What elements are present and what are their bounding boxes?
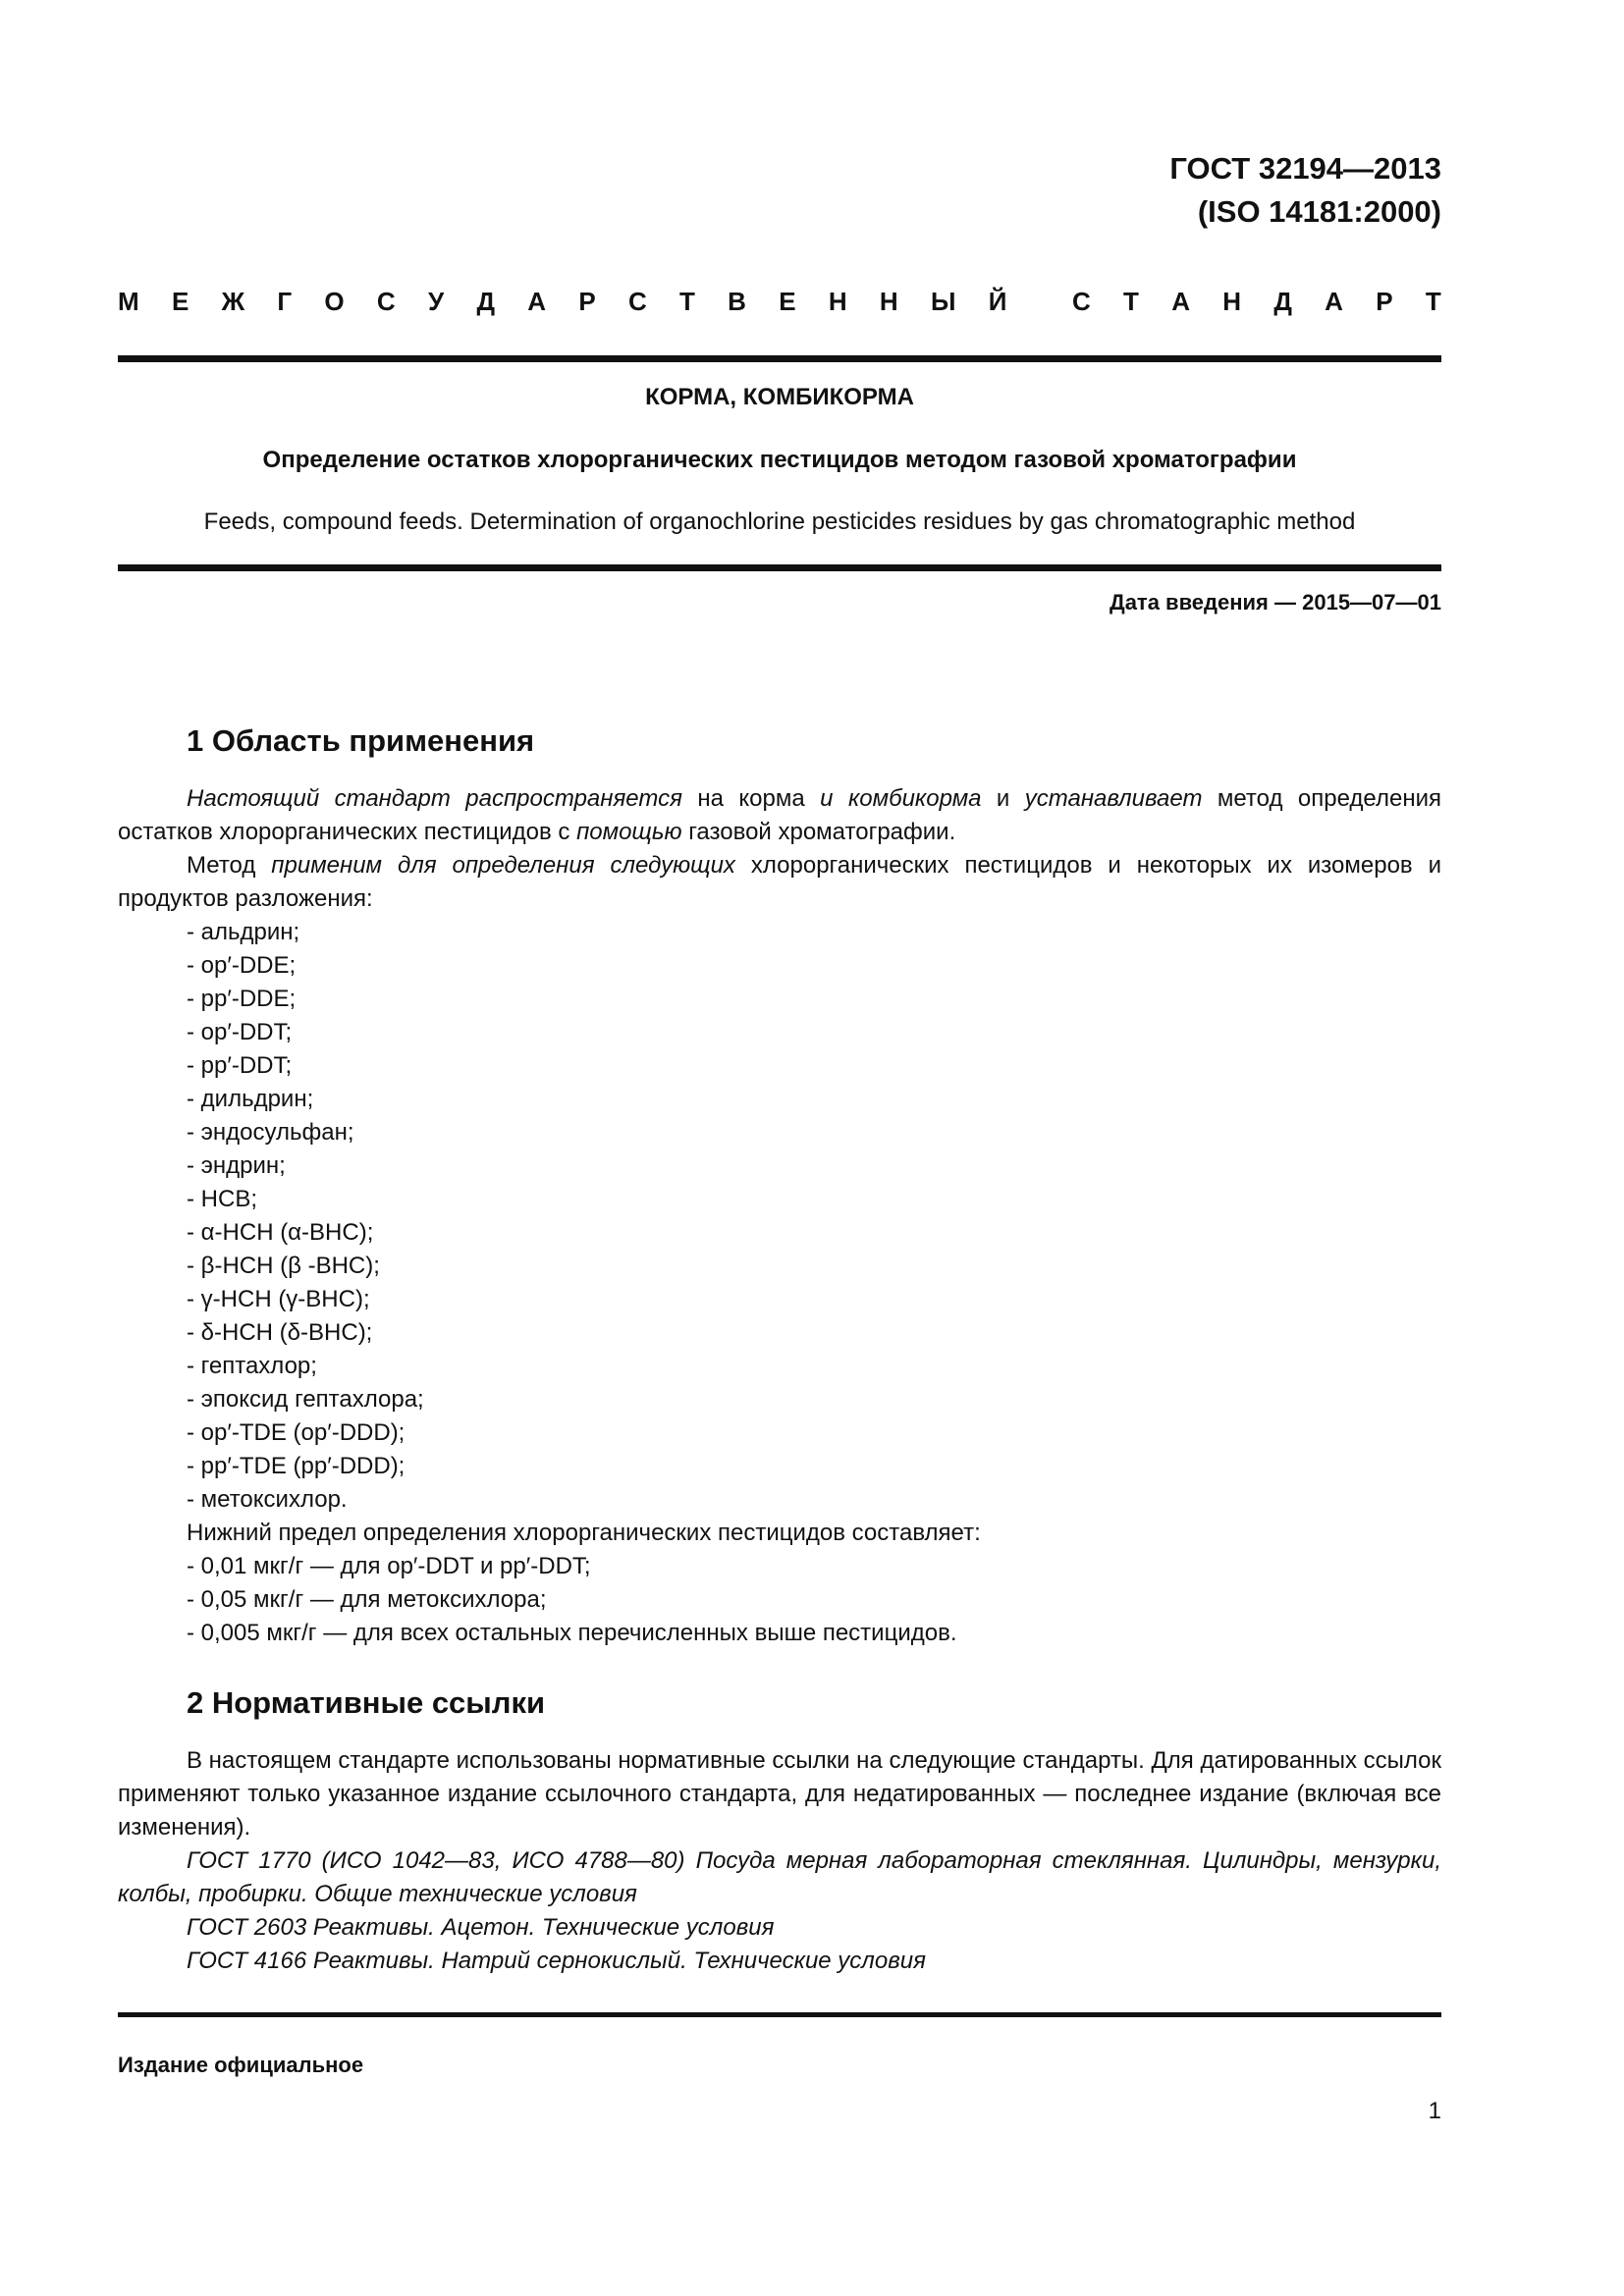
banner-letter: М	[118, 287, 139, 316]
pesticide-list-item: - α-HCH (α-BHC);	[187, 1219, 374, 1246]
pesticide-list-item: - pp′-DDE;	[187, 986, 297, 1012]
pesticide-list-item: - гептахлор;	[187, 1353, 317, 1379]
pesticide-list-item: - δ-HCH (δ-BHC);	[187, 1319, 373, 1346]
pesticide-list-item: - эндрин;	[187, 1152, 286, 1179]
pesticide-list-item: - альдрин;	[187, 919, 300, 945]
banner-letter: Т	[1425, 287, 1441, 316]
banner-letter: Р	[578, 287, 596, 316]
top-divider	[118, 355, 1441, 362]
scope-paragraph: Настоящий стандарт распространяется на корма и комбикорма и устанавливает метод определения остатков хлорорганических пестицидов с помощью газовой хроматографии.	[118, 785, 1441, 845]
banner-letter: В	[728, 287, 746, 316]
pesticide-list-item: - op′-TDE (op′-DDD);	[187, 1419, 406, 1446]
pesticide-list-item: - pp′-DDT;	[187, 1052, 293, 1079]
banner-letter: Д	[476, 287, 495, 316]
standard-subtitle: Определение остатков хлорорганических пестицидов методом газовой хроматографии	[262, 447, 1297, 473]
banner-letter: А	[1325, 287, 1343, 316]
pesticide-list-item: - метоксихлор.	[187, 1486, 348, 1513]
section-2-body	[118, 1744, 1441, 1978]
detection-limit-list	[118, 1550, 1441, 1650]
iso-number: (ISO 14181:2000)	[1197, 194, 1441, 229]
references-intro: В настоящем стандарте использованы нормативные ссылки на следующие стандарты. Для датированных ссылок применяют только указанное издание ссылочного стандарта, для недатированных — последнее издание (включая все изменения).	[118, 1747, 1441, 1841]
section-2-heading: 2 Нормативные ссылки	[187, 1685, 546, 1720]
banner-letter: А	[1171, 287, 1190, 316]
page-number: 1	[1428, 2098, 1441, 2124]
banner-letter: С	[376, 287, 396, 316]
banner-letter: Ы	[930, 287, 956, 316]
banner-letter: Е	[171, 287, 189, 316]
introduction-date: Дата введения — 2015—07—01	[1110, 590, 1441, 614]
official-edition-label: Издание официальное	[118, 2053, 364, 2077]
pesticide-list-item: - эпоксид гептахлора;	[187, 1386, 424, 1413]
pesticide-list-item: - γ-HCH (γ-BHC);	[187, 1286, 370, 1312]
banner-letter: Т	[679, 287, 695, 316]
section-1-body	[118, 782, 1441, 1650]
title-divider	[118, 564, 1441, 571]
pesticide-list-item: - дильдрин;	[187, 1086, 314, 1112]
document-designation	[1169, 147, 1441, 234]
limit-intro: Нижний предел определения хлорорганических пестицидов составляет:	[187, 1520, 981, 1546]
banner-letter: У	[427, 287, 445, 316]
pesticide-list	[118, 916, 1441, 1517]
pesticide-list-item: - op′-DDE;	[187, 952, 297, 979]
banner-letter: Г	[277, 287, 293, 316]
banner-letter: С	[1071, 287, 1091, 316]
banner-letter: С	[627, 287, 647, 316]
pesticide-list-item: - op′-DDT;	[187, 1019, 293, 1045]
banner-letter: Е	[779, 287, 796, 316]
banner-letter: О	[324, 287, 345, 316]
pesticide-list-item: - HCB;	[187, 1186, 257, 1212]
normative-reference: ГОСТ 2603 Реактивы. Ацетон. Технические условия	[187, 1914, 775, 1941]
detection-limit-item: - 0,01 мкг/г — для op′-DDT и pp′-DDT;	[187, 1553, 591, 1579]
pesticide-list-item: - pp′-TDE (pp′-DDD);	[187, 1453, 406, 1479]
banner-letter: Ж	[221, 287, 245, 316]
banner-letter: Н	[828, 287, 847, 316]
standard-title: КОРМА, КОМБИКОРМА	[645, 384, 914, 410]
pesticide-list-item: - β-HCH (β -BHC);	[187, 1253, 380, 1279]
banner-letter: Т	[1123, 287, 1139, 316]
normative-reference: ГОСТ 1770 (ИСО 1042—83, ИСО 4788—80) Посуда мерная лабораторная стеклянная. Цилиндры, мензурки, колбы, пробирки. Общие технические условия	[118, 1847, 1441, 1907]
detection-limit-item: - 0,005 мкг/г — для всех остальных перечисленных выше пестицидов.	[187, 1620, 957, 1646]
banner-letter: А	[527, 287, 547, 316]
section-1-heading: 1 Область применения	[187, 723, 535, 758]
banner-letter: Р	[1376, 287, 1393, 316]
english-title: Feeds, compound feeds. Determination of organochlorine pesticides residues by gas chromatographic method	[203, 508, 1356, 535]
footer-divider	[118, 2012, 1441, 2017]
normative-reference: ГОСТ 4166 Реактивы. Натрий сернокислый. Технические условия	[187, 1948, 926, 1974]
method-paragraph: Метод применим для определения следующих хлорорганических пестицидов и некоторых их изомеров и продуктов разложения:	[118, 852, 1442, 912]
reference-list	[118, 1844, 1441, 1978]
banner-letter: Д	[1273, 287, 1292, 316]
gost-number: ГОСТ 32194—2013	[1169, 151, 1441, 186]
banner-letter: Н	[879, 287, 898, 316]
interstate-standard-banner	[118, 285, 1441, 318]
banner-letter: Н	[1222, 287, 1242, 316]
banner-letter: Й	[988, 287, 1007, 316]
pesticide-list-item: - эндосульфан;	[187, 1119, 354, 1146]
detection-limit-item: - 0,05 мкг/г — для метоксихлора;	[187, 1586, 547, 1613]
